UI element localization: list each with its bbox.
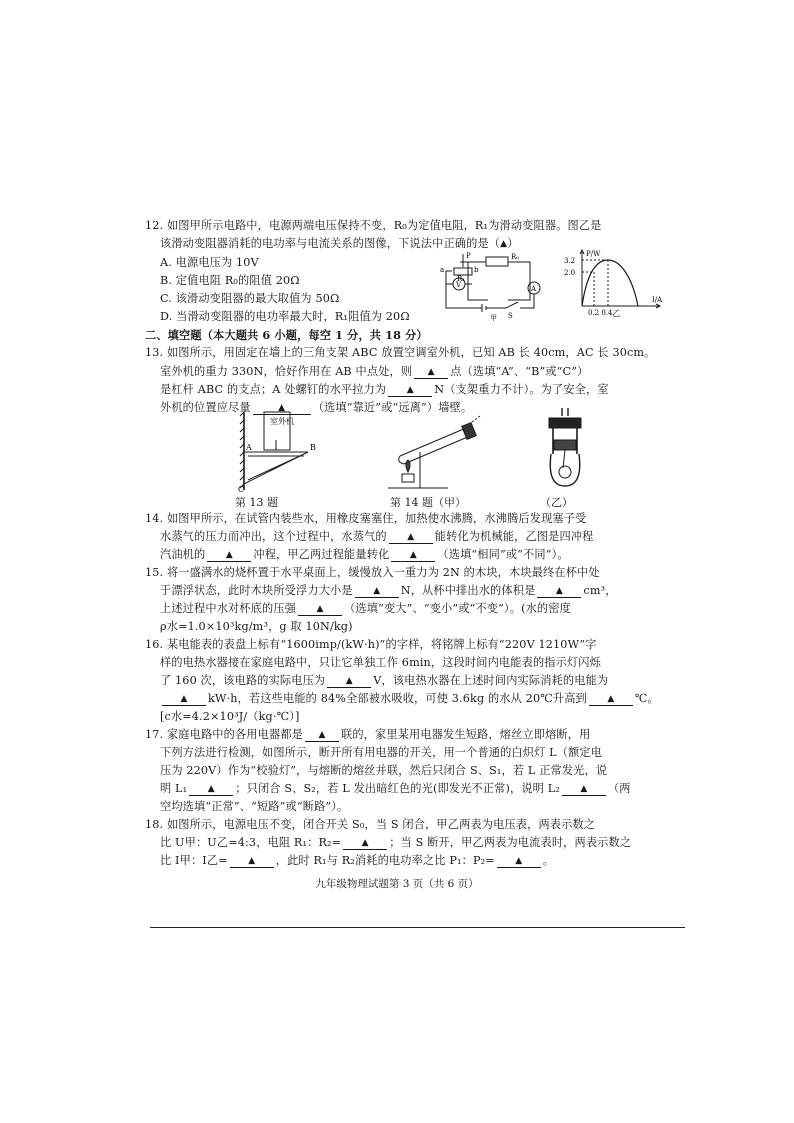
q18-line3: 比 I甲：I乙= ▲ ，此时 R₁与 R₂消耗的电功率之比 P₁：P₂= ▲ 。 — [160, 854, 555, 867]
graph-y-label: P/W — [586, 250, 601, 258]
q12-power-current-graph — [560, 246, 670, 318]
q15-line3: 上述过程中水对杯底的压强 ▲ （选填“变大”、“变小”或“不变”）。(水的密度 — [160, 602, 571, 615]
answer-blank[interactable]: ▲ — [537, 585, 581, 598]
graph-x-label: I/A — [652, 296, 663, 304]
answer-blank[interactable]: ▲ — [389, 531, 433, 544]
q14-engine-figure — [535, 406, 595, 492]
q18-line1: 18. 如图所示，电源电压不变，闭合开关 S₀，当 S 闭合，甲乙两表为电压表，两表示数之 — [145, 818, 596, 831]
q13-bracket-figure — [230, 410, 330, 492]
q13-line1: 13. 如图所示，用固定在墙上的三角支架 ABC 放置空调室外机，已知 AB 长 40cm，AC 长 30cm。 — [145, 346, 656, 359]
q15-line4: ρ水=1.0×10³kg/m³，g 取 10N/kg) — [160, 620, 353, 633]
answer-blank[interactable]: ▲ — [343, 837, 387, 850]
graph-power-curve — [582, 260, 638, 306]
r1-resistor — [454, 268, 472, 275]
r0-resistor — [486, 257, 508, 266]
section-2-heading: 二、填空题（本大题共 6 小题，每空 1 分，共 18 分） — [145, 328, 428, 342]
answer-blank[interactable]: ▲ — [562, 783, 606, 796]
q14-line2: 水蒸气的压力而冲出，这个过程中，水蒸气的 ▲ 能转化为机械能，乙图是四冲程 — [160, 530, 594, 543]
q15-line1: 15. 将一盛满水的烧杯置于水平桌面上，缓慢放入一重力为 2N 的木块，木块最终在杯中处 — [145, 566, 600, 579]
answer-blank[interactable]: ▲ — [298, 603, 342, 616]
answer-blank[interactable]: ▲ — [497, 855, 541, 868]
circuit-p-label: P — [466, 252, 471, 260]
graph-y-tick-2-0: 2.0 — [564, 269, 576, 277]
triangle-bracket — [244, 452, 308, 484]
q18-line2: 比 U甲：U乙=4:3，电阻 R₁：R₂= ▲ ；当 S 断开，甲乙两表为电流表时，两表示数之 — [160, 836, 632, 849]
answer-blank[interactable]: ▲ — [189, 783, 233, 796]
circuit-v-label: V — [456, 281, 462, 289]
q16-line1: 16. 某电能表的表盘上标有“1600imp/(kW·h)”的字样，将铭牌上标有“220V 1210W”字 — [145, 638, 597, 651]
cylinder-head — [549, 418, 581, 428]
q17-line2: 下列方法进行检测，如图所示，断开所有用电器的开关，用一个普通的白炽灯 L（额定电 — [160, 746, 603, 759]
q12-line2: 该滑动变阻器消耗的电功率与电流关系的图像，下说法中正确的是（▲） — [160, 237, 519, 250]
crankcase — [550, 454, 579, 486]
circuit-a-label: a — [440, 266, 445, 274]
q12-option-b: B. 定值电阻 R₀的阻值 20Ω — [160, 274, 300, 287]
circuit-ammeter-label: A — [531, 285, 537, 293]
answer-blank[interactable]: ▲ — [388, 384, 432, 397]
page-footer: 九年级物理试题第 3 页（共 6 页） — [315, 878, 479, 890]
circuit-b-label: b — [474, 266, 479, 274]
answer-blank[interactable]: ▲ — [162, 693, 206, 706]
q12-circuit-figure — [438, 250, 550, 322]
q16-line5: [c水=4.2×10³J/（kg·℃）] — [160, 710, 300, 723]
q17-line5: 空均选填“正常”、“短路”或“断路”）。 — [160, 800, 349, 813]
q17-line1: 17. 家庭电路中的各用电器都是 ▲ 联的，家里某用电器发生短路，熔丝立即熔断，用 — [145, 728, 591, 741]
answer-blank[interactable]: ▲ — [305, 729, 339, 742]
q12-option-d: D. 当滑动变阻器的电功率最大时，R₁阻值为 20Ω — [160, 310, 410, 323]
graph-y-tick-3-2: 3.2 — [564, 257, 576, 265]
answer-blank[interactable]: ▲ — [414, 366, 448, 379]
answer-blank[interactable]: ▲ — [253, 402, 311, 415]
q13-line2: 室外机的重力 330N，恰好作用在 AB 中点处，则 ▲ 点（选填“A”、“B”或“C”） — [160, 365, 589, 378]
q12-option-a: A. 电源电压为 10V — [160, 256, 259, 269]
q13-line3: 是杠杆 ABC 的支点；A 处螺钉的水平拉力为 ▲ N（支架重力不计）。为了安全，室 — [160, 383, 609, 396]
q16-line3: 了 160 次，该电路的实际电压为 ▲ V，该电热水器在上述时间内实际消耗的电能为 — [160, 674, 609, 687]
q14-line1: 14. 如图甲所示，在试管内装些水，用橡皮塞塞住，加热使水沸腾，水沸腾后发现塞子受 — [145, 512, 587, 525]
q14-test-tube-figure — [378, 412, 490, 494]
answer-blank[interactable]: ▲ — [355, 585, 399, 598]
bottom-rule — [150, 927, 685, 928]
answer-blank[interactable]: ▲ — [207, 549, 251, 562]
point-c-label: C — [238, 485, 245, 492]
caption-q13: 第 13 题 — [235, 496, 278, 509]
graph-x-ticks: 0.2 0.4 — [588, 309, 613, 317]
outdoor-unit-label: 室外机 — [270, 417, 294, 426]
rubber-stopper — [462, 423, 477, 440]
answer-blank[interactable]: ▲ — [230, 855, 274, 868]
circuit-r0-label: R₀ — [511, 253, 520, 261]
figure-yi-label: 乙 — [612, 309, 620, 318]
q14-line3: 汽油机的 ▲ 冲程，甲乙两过程能量转化 ▲ （选填“相同”或“不同”）。 — [160, 548, 569, 561]
alcohol-lamp — [402, 474, 414, 482]
q16-line2: 样的电热水器接在家庭电路中，只让它单独工作 6min，这段时间内电能表的指示灯闪烁 — [160, 656, 601, 669]
q16-line4: ▲ kW·h，若这些电能的 84%全部被水吸收，可使 3.6kg 的水从 20℃升高到 ▲ ℃。 — [160, 692, 659, 706]
point-b-label: B — [310, 443, 316, 452]
q12-line1: 12. 如图甲所示电路中，电源两端电压保持不变，R₀为定值电阻，R₁为滑动变阻器。图乙是 — [145, 219, 602, 232]
answer-blank[interactable]: ▲ — [589, 693, 633, 706]
q17-line4: 明 L₁ ▲ ；只闭合 S、S₂，若 L 发出暗红色的光(即发光不正常)，说明 L₂ ▲ （两 — [160, 782, 631, 795]
flame — [406, 460, 410, 472]
answer-blank[interactable]: ▲ — [391, 549, 435, 562]
answer-blank[interactable]: ▲ — [327, 675, 371, 688]
test-tube — [399, 428, 470, 464]
circuit-s-label: S — [508, 312, 513, 320]
caption-q14-jia: 第 14 题（甲） — [390, 496, 466, 509]
q15-line2: 于漂浮状态，此时木块所受浮力大小是 ▲ N，从杯中排出水的体积是 ▲ cm³， — [160, 584, 617, 597]
figure-jia-label: 甲 — [490, 314, 497, 322]
q17-line3: 压为 220V）作为“校验灯”，与熔断的熔丝并联，然后只闭合 S、S₁，若 L 正常发光，说 — [160, 764, 608, 777]
circuit-r1-label: R₁ — [457, 275, 466, 283]
q13-line4: 外机的位置应尽量 ▲ （选填“靠近”或“远离”）墙壁。 — [160, 401, 473, 414]
q12-option-c: C. 该滑动变阻器的最大取值为 50Ω — [160, 292, 340, 305]
caption-q14-yi: （乙） — [540, 496, 573, 509]
piston — [554, 440, 576, 450]
point-a-label: A — [246, 443, 252, 452]
